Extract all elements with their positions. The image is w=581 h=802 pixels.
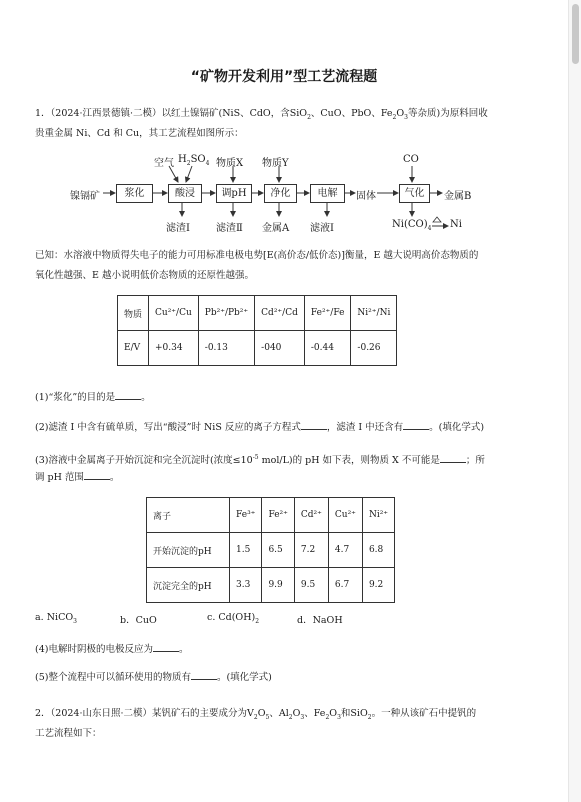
- table-cell: 6.8: [362, 533, 394, 568]
- ph-table: [146, 497, 395, 603]
- option-a: a. NiCO$_3$: [35, 612, 77, 625]
- q1-line2: 贵重金属 Ni、Cd 和 Cu，其工艺流程如图所示：: [35, 128, 244, 139]
- scrollbar-thumb[interactable]: [572, 4, 579, 64]
- option-d: d．NaOH: [297, 615, 343, 626]
- table-cell: 6.7: [328, 568, 362, 603]
- answer-blank[interactable]: [403, 420, 429, 430]
- sub-question-3: (3)溶液中金属离子开始沉淀和完全沉淀时(浓度$\le 10^{-5}$ mol/L)的 pH 如下表，则物质 X 不可能是 ；所: [35, 454, 485, 467]
- formula-v2o5: $V_2O_5$: [247, 708, 270, 721]
- label-nico4: $Ni(CO)_4$: [392, 219, 432, 232]
- table-cell: Fe³⁺: [230, 498, 262, 533]
- table-cell: Ni²⁺/Ni: [351, 296, 397, 331]
- table-cell: 3.3: [230, 568, 262, 603]
- answer-blank[interactable]: [115, 390, 141, 400]
- process-flow-diagram: [70, 152, 490, 236]
- page-title: “矿物开发利用”型工艺流程题: [190, 69, 378, 85]
- table-cell: Cu²⁺: [328, 498, 362, 533]
- table-cell: 沉淀完全的pH: [147, 568, 230, 603]
- table-cell: -0.44: [304, 331, 351, 366]
- sub-question-1: (1)“浆化”的目的是 。: [35, 392, 151, 403]
- label-substance-y: 物质Y: [262, 158, 289, 169]
- option-c: c. $Cd(OH)_2$: [207, 612, 260, 625]
- table-row: [147, 533, 395, 568]
- table-cell: +0.34: [149, 331, 199, 366]
- formula-al2o3: $Al_2O_3$: [278, 708, 305, 721]
- step-acid-leach: 酸浸: [168, 184, 202, 203]
- answer-blank[interactable]: [153, 642, 179, 652]
- formula-sio2: SiO$_2$: [289, 108, 311, 121]
- table-cell: Cu²⁺/Cu: [149, 296, 199, 331]
- table-row: [118, 331, 397, 366]
- table-cell: 9.5: [294, 568, 328, 603]
- step-slurry: 浆化: [116, 184, 153, 203]
- sub-question-3-cont: 调 pH 范围 。: [35, 472, 120, 483]
- formula-fe2o3: $Fe_2O_3$: [380, 108, 408, 121]
- potential-table: [117, 295, 397, 366]
- label-residue-1: 滤渣Ⅰ: [166, 223, 190, 234]
- label-h2so4: $H_2SO_4$: [178, 154, 210, 167]
- table-cell: 7.2: [294, 533, 328, 568]
- table-cell: 离子: [147, 498, 230, 533]
- table-cell: Fe²⁺: [262, 498, 294, 533]
- table-row: [118, 296, 397, 331]
- label-metal-a: 金属A: [262, 223, 290, 234]
- q1-text-a: 1．（2024·江西景德镇·二模）以红土镍镉矿(NiS、CdO，含: [35, 108, 290, 119]
- answer-blank[interactable]: [84, 470, 110, 480]
- table-cell: 6.5: [262, 533, 294, 568]
- table-cell: 开始沉淀的pH: [147, 533, 230, 568]
- table-cell: 物质: [118, 296, 149, 331]
- table-cell: -0.26: [351, 331, 397, 366]
- table-cell: 9.2: [362, 568, 394, 603]
- table-cell: Cd²⁺: [294, 498, 328, 533]
- table-cell: Cd²⁺/Cd: [255, 296, 305, 331]
- table-row: [147, 498, 395, 533]
- label-co: CO: [403, 154, 419, 165]
- table-cell: 9.9: [262, 568, 294, 603]
- q1-text-c: 等杂质)为原料回收: [407, 108, 488, 119]
- label-ni: Ni: [450, 219, 462, 230]
- q2-line2: 工艺流程如下：: [35, 728, 102, 739]
- sub-question-5: (5)整个流程中可以循环使用的物质有 。(填化学式): [35, 672, 272, 683]
- table-cell: -040: [255, 331, 305, 366]
- q1-text-b: 、CuO、PbO、: [310, 108, 381, 119]
- sub-question-2: (2)滤渣 Ⅰ 中含有硫单质，写出“酸浸”时 NiS 反应的离子方程式 ，滤渣 Ⅰ 中还含有 。(填化学式): [35, 422, 485, 433]
- answer-blank[interactable]: [191, 670, 217, 680]
- label-ore: 镍镉矿: [70, 191, 100, 202]
- option-b: b．CuO: [120, 615, 157, 626]
- label-filtrate-1: 滤液Ⅰ: [310, 223, 334, 234]
- table-row: [147, 568, 395, 603]
- step-adjust-ph: 调pH: [216, 184, 252, 203]
- step-electrolysis: 电解: [310, 184, 345, 203]
- label-residue-2: 滤渣Ⅱ: [216, 223, 243, 234]
- step-gasify: 气化: [399, 184, 430, 203]
- label-metal-b: 金属B: [444, 191, 472, 202]
- known-line1: 已知：水溶液中物质得失电子的能力可用标准电极电势[E(高价态/低价态)]衡量，E 越大说明高价态物质的: [35, 250, 479, 261]
- table-cell: 1.5: [230, 533, 262, 568]
- table-cell: E/V: [118, 331, 149, 366]
- answer-blank[interactable]: [301, 420, 327, 430]
- table-cell: Pb²⁺/Pb²⁺: [198, 296, 254, 331]
- table-cell: -0.13: [198, 331, 254, 366]
- formula-fe2o3-q2: $Fe_2O_3$: [313, 708, 341, 721]
- formula-sio2-q2: SiO$_2$: [350, 708, 372, 721]
- sub-question-4: (4)电解时阴极的电极反应为 。: [35, 644, 189, 655]
- table-cell: Ni²⁺: [362, 498, 394, 533]
- label-solid: 固体: [356, 191, 376, 202]
- step-purify: 净化: [264, 184, 297, 203]
- q2-line1: 2．（2024·山东日照·二模）某钒矿石的主要成分为$V_2O_5$、$Al_2O_3$、$Fe_2O_3$和SiO$_2$。一种从该矿石中提钒的: [35, 708, 477, 721]
- label-substance-x: 物质X: [216, 158, 244, 169]
- known-line2: 氧化性越强、E 越小说明低价态物质的还原性越强。: [35, 270, 254, 281]
- scrollbar[interactable]: [569, 0, 581, 802]
- table-cell: Fe²⁺/Fe: [304, 296, 351, 331]
- label-air: 空气: [154, 158, 174, 169]
- answer-blank[interactable]: [440, 453, 466, 463]
- table-cell: 4.7: [328, 533, 362, 568]
